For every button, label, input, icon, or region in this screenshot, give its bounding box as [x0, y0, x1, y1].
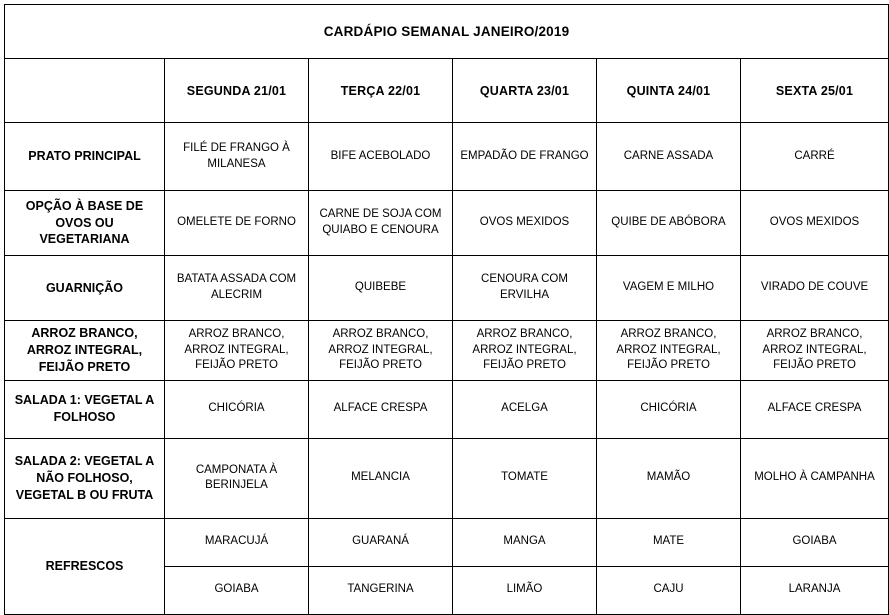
day-header-friday: SEXTA 25/01 [741, 59, 889, 123]
day-header-thursday: QUINTA 24/01 [597, 59, 741, 123]
header-row [5, 59, 889, 123]
cell-arroz-thursday: ARROZ BRANCO, ARROZ INTEGRAL, FEIJÃO PRETO [597, 321, 741, 381]
cell-ovos-wednesday: OVOS MEXIDOS [453, 191, 597, 256]
row-label-refrescos: REFRESCOS [5, 518, 165, 614]
cell-refresco1-wednesday: MANGA [453, 518, 597, 566]
row-label-guarnicao: GUARNIÇÃO [5, 256, 165, 321]
cell-guarnicao-friday: VIRADO DE COUVE [741, 256, 889, 321]
cell-prato-monday: FILÉ DE FRANGO À MILANESA [165, 123, 309, 191]
row-label-arroz-feijao: ARROZ BRANCO, ARROZ INTEGRAL, FEIJÃO PRETO [5, 321, 165, 381]
row-label-salada-2: SALADA 2: VEGETAL A NÃO FOLHOSO, VEGETAL B OU FRUTA [5, 438, 165, 518]
table-row [5, 191, 889, 256]
cell-salada2-friday: MOLHO À CAMPANHA [741, 438, 889, 518]
table-row [5, 123, 889, 191]
cell-arroz-monday: ARROZ BRANCO, ARROZ INTEGRAL, FEIJÃO PRETO [165, 321, 309, 381]
row-label-opcao-ovos: OPÇÃO À BASE DE OVOS OU VEGETARIANA [5, 191, 165, 256]
cell-salada1-friday: ALFACE CRESPA [741, 380, 889, 438]
row-label-prato-principal: PRATO PRINCIPAL [5, 123, 165, 191]
title-row [5, 5, 889, 59]
row-label-salada-1: SALADA 1: VEGETAL A FOLHOSO [5, 380, 165, 438]
day-header-tuesday: TERÇA 22/01 [309, 59, 453, 123]
cell-salada1-wednesday: ACELGA [453, 380, 597, 438]
document-title: CARDÁPIO SEMANAL JANEIRO/2019 [5, 5, 889, 59]
cell-prato-thursday: CARNE ASSADA [597, 123, 741, 191]
cell-salada1-thursday: CHICÓRIA [597, 380, 741, 438]
cell-guarnicao-thursday: VAGEM E MILHO [597, 256, 741, 321]
table-row [5, 438, 889, 518]
cell-refresco1-thursday: MATE [597, 518, 741, 566]
cell-guarnicao-monday: BATATA ASSADA COM ALECRIM [165, 256, 309, 321]
cell-ovos-tuesday: CARNE DE SOJA COM QUIABO E CENOURA [309, 191, 453, 256]
cell-refresco1-friday: GOIABA [741, 518, 889, 566]
cell-arroz-wednesday: ARROZ BRANCO, ARROZ INTEGRAL, FEIJÃO PRETO [453, 321, 597, 381]
day-header-monday: SEGUNDA 21/01 [165, 59, 309, 123]
cell-salada2-wednesday: TOMATE [453, 438, 597, 518]
cell-refresco2-wednesday: LIMÃO [453, 566, 597, 614]
cell-salada2-thursday: MAMÃO [597, 438, 741, 518]
cell-salada2-tuesday: MELANCIA [309, 438, 453, 518]
day-header-wednesday: QUARTA 23/01 [453, 59, 597, 123]
cell-guarnicao-tuesday: QUIBEBE [309, 256, 453, 321]
table-row [5, 321, 889, 381]
cell-ovos-friday: OVOS MEXIDOS [741, 191, 889, 256]
cell-prato-wednesday: EMPADÃO DE FRANGO [453, 123, 597, 191]
document-page [0, 4, 889, 607]
cell-refresco1-monday: MARACUJÁ [165, 518, 309, 566]
cell-salada2-monday: CAMPONATA À BERINJELA [165, 438, 309, 518]
cell-refresco1-tuesday: GUARANÁ [309, 518, 453, 566]
cell-refresco2-friday: LARANJA [741, 566, 889, 614]
cell-arroz-friday: ARROZ BRANCO, ARROZ INTEGRAL, FEIJÃO PRETO [741, 321, 889, 381]
cell-prato-friday: CARRÉ [741, 123, 889, 191]
cell-ovos-thursday: QUIBE DE ABÓBORA [597, 191, 741, 256]
cell-prato-tuesday: BIFE ACEBOLADO [309, 123, 453, 191]
table-row [5, 256, 889, 321]
cell-salada1-monday: CHICÓRIA [165, 380, 309, 438]
table-corner-cell [5, 59, 165, 123]
cell-guarnicao-wednesday: CENOURA COM ERVILHA [453, 256, 597, 321]
cell-refresco2-tuesday: TANGERINA [309, 566, 453, 614]
table-row [5, 380, 889, 438]
cell-refresco2-thursday: CAJU [597, 566, 741, 614]
cell-arroz-tuesday: ARROZ BRANCO, ARROZ INTEGRAL, FEIJÃO PRETO [309, 321, 453, 381]
table-row [5, 518, 889, 566]
cell-salada1-tuesday: ALFACE CRESPA [309, 380, 453, 438]
cell-ovos-monday: OMELETE DE FORNO [165, 191, 309, 256]
cell-refresco2-monday: GOIABA [165, 566, 309, 614]
weekly-menu-table [4, 4, 889, 615]
